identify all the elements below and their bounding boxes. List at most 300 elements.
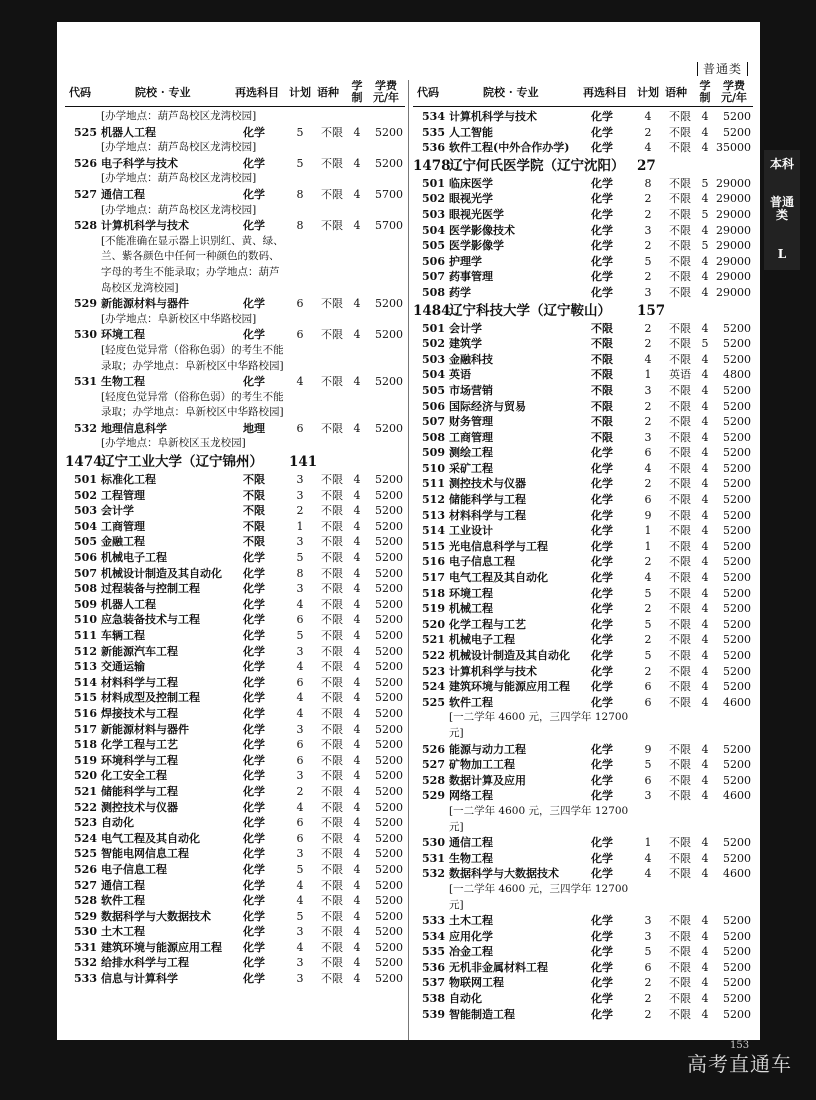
header-lang: 语种 — [317, 86, 339, 99]
major-note: [一二学年 4600 元，三四学年 12700 元] — [449, 882, 629, 911]
table-row — [65, 815, 405, 831]
years: 4 — [353, 504, 361, 518]
language: 不限 — [321, 691, 343, 705]
years: 4 — [701, 914, 709, 928]
tuition-fee: 5200 — [723, 773, 751, 787]
major-code: 524 — [74, 831, 97, 845]
tuition-fee: 5200 — [375, 706, 403, 720]
required-subject: 化学 — [591, 664, 613, 678]
major-code: 525 — [74, 125, 97, 139]
major-code: 534 — [422, 110, 445, 123]
language: 不限 — [321, 519, 343, 533]
years: 4 — [353, 613, 361, 627]
required-subject: 化学 — [591, 960, 613, 974]
language: 不限 — [669, 617, 691, 631]
tuition-fee: 5200 — [723, 649, 751, 662]
table-row — [65, 940, 405, 956]
language: 不限 — [669, 649, 691, 662]
plan-count: 6 — [644, 680, 652, 694]
years: 4 — [701, 352, 709, 366]
required-subject: 化学 — [591, 992, 613, 1006]
university-name: 辽宁工业大学（辽宁锦州） — [101, 454, 263, 471]
years: 4 — [701, 571, 709, 585]
major-code: 504 — [422, 223, 445, 237]
major-name: 计算机科学与技术 — [101, 219, 189, 233]
plan-count: 4 — [644, 141, 652, 155]
major-name: 电子信息工程 — [449, 555, 515, 569]
required-subject: 不限 — [591, 399, 613, 413]
major-code: 530 — [74, 925, 97, 939]
language: 不限 — [669, 586, 691, 600]
required-subject: 化学 — [591, 254, 613, 268]
tuition-fee: 29000 — [716, 239, 751, 253]
required-subject: 不限 — [591, 415, 613, 429]
language: 不限 — [321, 753, 343, 767]
required-subject: 不限 — [243, 519, 265, 533]
tuition-fee: 5700 — [375, 187, 403, 201]
language: 不限 — [321, 769, 343, 783]
major-name: 软件工程 — [449, 695, 493, 709]
major-code: 515 — [74, 691, 97, 705]
required-subject: 化学 — [591, 141, 613, 155]
plan-count: 6 — [644, 695, 652, 709]
plan-count: 2 — [644, 1007, 652, 1021]
major-name: 自动化 — [449, 992, 482, 1006]
plan-count: 3 — [644, 929, 652, 943]
language: 不限 — [321, 582, 343, 596]
major-note: [轻度色觉异常（俗称色弱）的考生不能录取；办学地点：阜新校区中华路校园] — [101, 390, 284, 419]
major-name: 医学影像技术 — [449, 223, 515, 237]
major-code: 524 — [422, 680, 445, 694]
plan-count: 2 — [644, 337, 652, 351]
table-row — [65, 722, 405, 738]
plan-count: 3 — [296, 972, 304, 986]
tuition-fee: 5200 — [723, 758, 751, 772]
language: 不限 — [321, 972, 343, 986]
tuition-fee: 29000 — [716, 176, 751, 190]
major-name: 工商管理 — [449, 430, 493, 444]
required-subject: 化学 — [591, 285, 613, 299]
years: 5 — [701, 207, 709, 221]
years: 4 — [353, 421, 361, 435]
years: 4 — [701, 446, 709, 460]
years: 4 — [353, 644, 361, 658]
required-subject: 化学 — [591, 851, 613, 865]
language: 不限 — [321, 847, 343, 861]
major-name: 自动化 — [101, 816, 134, 830]
table-row — [65, 581, 405, 597]
table-row — [65, 296, 405, 312]
plan-count: 4 — [296, 660, 304, 674]
required-subject: 不限 — [591, 352, 613, 366]
header-subject: 再选科目 — [235, 86, 279, 99]
language: 不限 — [321, 878, 343, 892]
table-row — [65, 519, 405, 535]
plan-count: 6 — [296, 753, 304, 767]
major-name: 机器人工程 — [101, 125, 156, 139]
table-row — [65, 878, 405, 894]
required-subject: 不限 — [591, 368, 613, 382]
years: 5 — [701, 337, 709, 351]
major-name: 采矿工程 — [449, 461, 493, 475]
tuition-fee: 5200 — [375, 816, 403, 830]
language: 不限 — [669, 477, 691, 491]
major-code: 518 — [74, 738, 97, 752]
language: 不限 — [669, 976, 691, 990]
plan-count: 3 — [296, 847, 304, 861]
years: 4 — [701, 695, 709, 709]
plan-count: 3 — [296, 644, 304, 658]
required-subject: 化学 — [591, 649, 613, 662]
table-row — [65, 125, 405, 141]
years: 4 — [353, 519, 361, 533]
major-name: 建筑学 — [449, 337, 482, 351]
major-code: 517 — [74, 722, 97, 736]
major-code: 511 — [74, 629, 97, 642]
major-name: 储能科学与工程 — [449, 493, 526, 507]
page-number: 153 — [730, 1040, 750, 1051]
language: 不限 — [669, 270, 691, 284]
language: 不限 — [669, 508, 691, 522]
required-subject: 化学 — [591, 914, 613, 928]
language: 不限 — [669, 352, 691, 366]
tuition-fee: 5200 — [723, 851, 751, 865]
required-subject: 化学 — [591, 867, 613, 881]
required-subject: 化学 — [243, 125, 265, 139]
required-subject: 化学 — [243, 878, 265, 892]
major-code: 506 — [74, 551, 97, 565]
major-note: [一二学年 4600 元，三四学年 12700 元] — [449, 711, 629, 739]
major-name: 冶金工程 — [449, 945, 493, 959]
tuition-fee: 5200 — [375, 297, 403, 311]
major-name: 测控技术与仪器 — [101, 800, 178, 814]
major-code: 525 — [422, 695, 445, 709]
plan-count: 5 — [296, 909, 304, 923]
table-row — [413, 570, 753, 586]
plan-count: 3 — [296, 582, 304, 596]
header-years: 学 制 — [699, 80, 711, 104]
years: 4 — [701, 141, 709, 155]
major-code: 506 — [422, 254, 445, 268]
table-row — [65, 784, 405, 800]
language: 不限 — [669, 773, 691, 787]
major-name: 化学工程与工艺 — [101, 738, 178, 752]
language: 不限 — [669, 141, 691, 155]
plan-count: 5 — [644, 254, 652, 268]
language: 不限 — [321, 816, 343, 830]
plan-count: 1 — [644, 836, 652, 850]
tuition-fee: 5200 — [375, 956, 403, 970]
language: 不限 — [321, 738, 343, 752]
major-name: 通信工程 — [449, 836, 493, 850]
language: 不限 — [669, 602, 691, 616]
required-subject: 化学 — [591, 493, 613, 507]
required-subject: 不限 — [243, 535, 265, 549]
table-row — [413, 632, 753, 648]
table-row — [413, 445, 753, 461]
major-code: 514 — [422, 524, 445, 538]
plan-count: 3 — [296, 769, 304, 783]
tuition-fee: 5200 — [723, 539, 751, 553]
tuition-fee: 5200 — [723, 477, 751, 491]
tuition-fee: 5200 — [375, 551, 403, 565]
language: 不限 — [321, 535, 343, 549]
required-subject: 化学 — [243, 566, 265, 580]
major-name: 机械电子工程 — [449, 633, 515, 647]
language: 不限 — [669, 399, 691, 413]
required-subject: 化学 — [591, 571, 613, 585]
major-code: 532 — [422, 867, 445, 881]
major-name: 建筑环境与能源应用工程 — [101, 940, 222, 954]
major-code: 520 — [422, 617, 445, 631]
years: 4 — [701, 976, 709, 990]
required-subject: 化学 — [243, 816, 265, 830]
language: 不限 — [669, 680, 691, 694]
language: 不限 — [669, 914, 691, 928]
language: 不限 — [669, 945, 691, 959]
header-plan: 计划 — [289, 86, 311, 99]
years: 4 — [701, 992, 709, 1006]
major-code: 536 — [422, 960, 445, 974]
table-row — [65, 737, 405, 753]
tuition-fee: 5200 — [375, 421, 403, 435]
major-code: 504 — [422, 368, 445, 382]
required-subject: 化学 — [243, 297, 265, 311]
major-name: 环境工程 — [449, 586, 493, 600]
major-name: 交通运输 — [101, 660, 145, 674]
language: 不限 — [321, 956, 343, 970]
tuition-fee: 5200 — [375, 375, 403, 389]
required-subject: 化学 — [243, 847, 265, 861]
major-code: 536 — [422, 141, 445, 155]
table-row — [413, 352, 753, 368]
major-name: 人工智能 — [449, 125, 493, 139]
major-code: 507 — [422, 270, 445, 284]
major-name: 眼视光医学 — [449, 207, 504, 221]
major-name: 通信工程 — [101, 187, 145, 201]
required-subject: 化学 — [243, 753, 265, 767]
years: 4 — [701, 508, 709, 522]
plan-count: 3 — [296, 473, 304, 487]
tuition-fee: 29000 — [716, 254, 751, 268]
years: 4 — [701, 758, 709, 772]
table-row — [65, 644, 405, 660]
required-subject: 化学 — [591, 680, 613, 694]
tuition-fee: 5200 — [723, 960, 751, 974]
language: 不限 — [669, 321, 691, 335]
required-subject: 化学 — [243, 706, 265, 720]
years: 4 — [353, 940, 361, 954]
table-row — [65, 909, 405, 925]
tuition-fee: 5200 — [723, 664, 751, 678]
major-name: 机器人工程 — [101, 597, 156, 611]
plan-count: 3 — [296, 535, 304, 549]
years: 4 — [701, 192, 709, 206]
major-code: 512 — [74, 644, 97, 658]
years: 4 — [701, 254, 709, 268]
tuition-fee: 5200 — [723, 125, 751, 139]
table-row — [65, 156, 405, 172]
major-code: 521 — [74, 784, 97, 798]
language: 不限 — [669, 524, 691, 538]
language: 不限 — [321, 297, 343, 311]
major-note: [办学地点：葫芦岛校区龙湾校园] — [101, 203, 257, 216]
years: 4 — [353, 125, 361, 139]
language: 不限 — [321, 706, 343, 720]
plan-count: 2 — [644, 270, 652, 284]
tuition-fee: 5200 — [723, 493, 751, 507]
table-row — [65, 327, 405, 343]
language: 不限 — [321, 504, 343, 518]
major-code: 501 — [74, 473, 97, 487]
major-code: 509 — [74, 597, 97, 611]
required-subject: 化学 — [591, 192, 613, 206]
major-code: 513 — [74, 660, 97, 674]
table-row — [413, 742, 753, 758]
language: 不限 — [669, 960, 691, 974]
table-row — [413, 523, 753, 539]
tuition-fee: 5200 — [375, 535, 403, 549]
table-row — [413, 414, 753, 430]
required-subject: 化学 — [591, 555, 613, 569]
language: 不限 — [669, 742, 691, 756]
language: 不限 — [669, 836, 691, 850]
plan-count: 4 — [296, 878, 304, 892]
required-subject: 化学 — [591, 477, 613, 491]
major-name: 软件工程(中外合作办学) — [449, 141, 570, 155]
major-code: 501 — [422, 321, 445, 335]
years: 4 — [353, 972, 361, 986]
table-row — [413, 851, 753, 867]
major-name: 临床医学 — [449, 176, 493, 190]
years: 4 — [701, 680, 709, 694]
table-row — [65, 924, 405, 940]
years: 4 — [353, 660, 361, 674]
required-subject: 化学 — [591, 176, 613, 190]
major-code: 522 — [74, 800, 97, 814]
years: 4 — [701, 555, 709, 569]
years: 4 — [701, 368, 709, 382]
major-name: 无机非金属材料工程 — [449, 960, 548, 974]
plan-count: 6 — [644, 960, 652, 974]
major-name: 测控技术与仪器 — [449, 477, 526, 491]
years: 4 — [353, 816, 361, 830]
plan-count: 4 — [644, 851, 652, 865]
plan-count: 3 — [644, 430, 652, 444]
plan-count: 3 — [644, 223, 652, 237]
required-subject: 化学 — [591, 1007, 613, 1021]
major-code: 533 — [422, 914, 445, 928]
tuition-fee: 5200 — [375, 519, 403, 533]
tuition-fee: 5200 — [375, 769, 403, 783]
years: 4 — [353, 156, 361, 170]
major-name: 生物工程 — [449, 851, 493, 865]
language: 不限 — [669, 176, 691, 190]
plan-count: 4 — [644, 461, 652, 475]
required-subject: 化学 — [591, 508, 613, 522]
years: 4 — [701, 649, 709, 662]
major-code: 518 — [422, 586, 445, 600]
plan-count: 5 — [644, 617, 652, 631]
plan-count: 4 — [296, 940, 304, 954]
university-total: 157 — [637, 302, 666, 319]
major-name: 光电信息科学与工程 — [449, 539, 548, 553]
plan-count: 9 — [644, 742, 652, 756]
major-name: 工业设计 — [449, 524, 493, 538]
table-row — [65, 374, 405, 390]
table-row — [65, 612, 405, 628]
major-name: 会计学 — [449, 321, 482, 335]
years: 4 — [353, 597, 361, 611]
plan-count: 3 — [296, 488, 304, 502]
language: 不限 — [669, 207, 691, 221]
language: 不限 — [321, 566, 343, 580]
language: 不限 — [321, 375, 343, 389]
major-name: 新能源汽车工程 — [101, 644, 178, 658]
major-code: 532 — [74, 421, 97, 435]
tuition-fee: 5200 — [723, 508, 751, 522]
required-subject: 化学 — [591, 602, 613, 616]
major-name: 标准化工程 — [101, 473, 156, 487]
language: 不限 — [669, 695, 691, 709]
tuition-fee: 5200 — [723, 1007, 751, 1021]
table-row — [413, 269, 753, 285]
years: 4 — [353, 831, 361, 845]
tuition-fee: 5200 — [723, 430, 751, 444]
plan-count: 4 — [296, 597, 304, 611]
tuition-fee: 5200 — [723, 383, 751, 397]
language: 不限 — [669, 415, 691, 429]
watermark: 高考直通车 — [687, 1052, 792, 1076]
plan-count: 2 — [644, 321, 652, 335]
major-code: 531 — [74, 940, 97, 954]
left-column — [65, 80, 405, 1040]
tuition-fee: 5200 — [375, 847, 403, 861]
tuition-fee: 5200 — [723, 976, 751, 990]
language: 不限 — [321, 660, 343, 674]
tuition-fee: 35000 — [716, 141, 751, 155]
major-name: 机械电子工程 — [101, 551, 167, 565]
major-name: 电气工程及其自动化 — [449, 571, 548, 585]
table-row — [413, 176, 753, 192]
plan-count: 6 — [296, 831, 304, 845]
years: 4 — [353, 297, 361, 311]
language: 不限 — [321, 831, 343, 845]
years: 4 — [353, 956, 361, 970]
major-name: 车辆工程 — [101, 629, 145, 642]
university-code: 1474 — [65, 454, 103, 471]
header-major: 院校 · 专业 — [135, 86, 191, 99]
major-name: 储能科学与工程 — [101, 784, 178, 798]
required-subject: 化学 — [243, 629, 265, 642]
language: 不限 — [669, 430, 691, 444]
table-row — [413, 254, 753, 270]
major-name: 医学影像学 — [449, 239, 504, 253]
plan-count: 2 — [644, 477, 652, 491]
years: 4 — [701, 929, 709, 943]
major-code: 531 — [74, 375, 97, 389]
major-code: 510 — [74, 613, 97, 627]
table-row — [413, 866, 753, 882]
plan-count: 2 — [644, 976, 652, 990]
university-code: 1484 — [413, 302, 451, 319]
major-code: 523 — [74, 816, 97, 830]
header-category-mark: 普通类 — [697, 60, 748, 77]
plan-count: 2 — [644, 207, 652, 221]
plan-count: 3 — [296, 925, 304, 939]
major-code: 505 — [74, 535, 97, 549]
table-row — [413, 191, 753, 207]
